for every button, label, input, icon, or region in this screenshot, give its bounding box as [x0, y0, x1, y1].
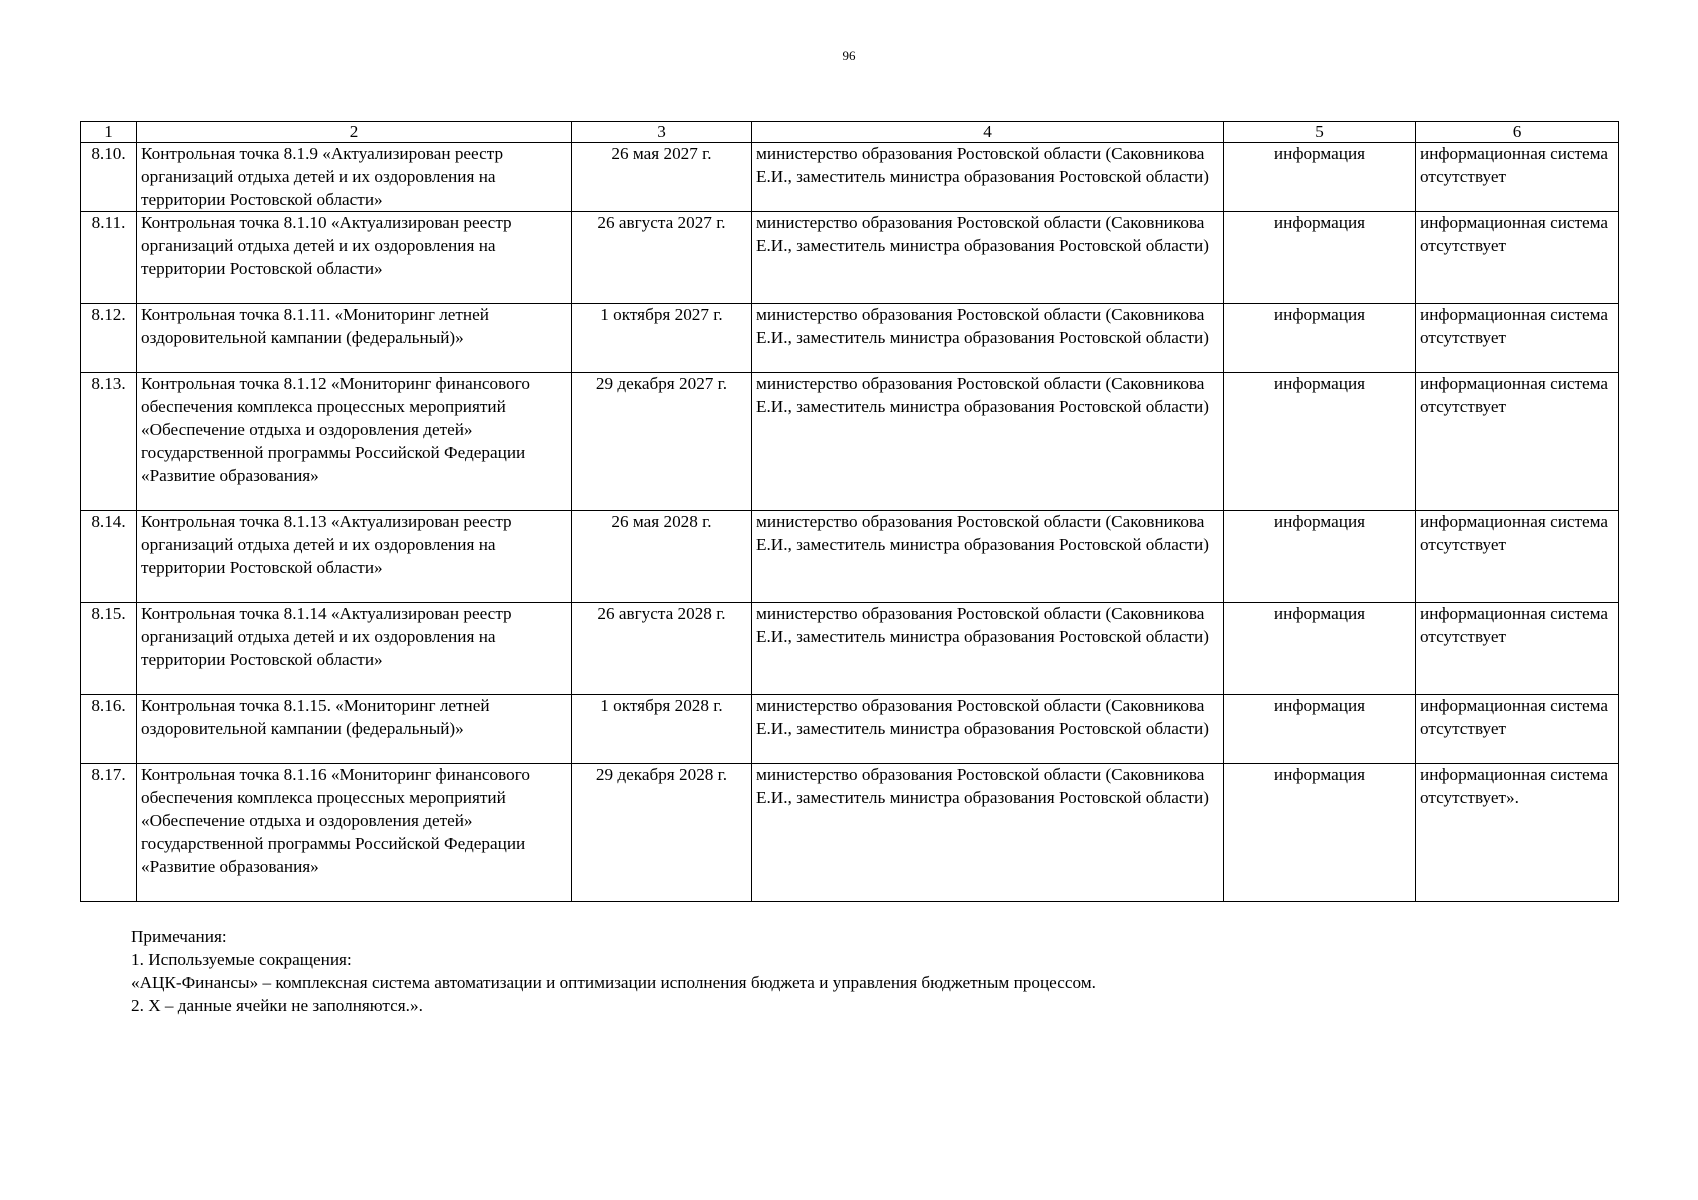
row-number: 8.14. — [81, 511, 137, 603]
row-number: 8.13. — [81, 373, 137, 511]
document-type: информация — [1224, 695, 1416, 764]
control-point-name: Контрольная точка 8.1.12 «Мониторинг финансового обеспечения комплекса процессных мероприятий «Обеспечение отдыха и оздоровления детей» государственной программы Российской Федерации «Развитие образования» — [137, 373, 572, 511]
deadline-date: 29 декабря 2028 г. — [572, 764, 752, 902]
deadline-date: 26 мая 2028 г. — [572, 511, 752, 603]
document-type: информация — [1224, 304, 1416, 373]
table-row — [81, 212, 1619, 304]
information-system: информационная система отсутствует — [1416, 143, 1619, 212]
column-header-1: 1 — [81, 122, 137, 143]
information-system: информационная система отсутствует — [1416, 695, 1619, 764]
note-line: «АЦК-Финансы» – комплексная система автоматизации и оптимизации исполнения бюджета и управления бюджетным процессом. — [131, 973, 1096, 992]
control-points-table — [80, 121, 1619, 902]
table-row — [81, 603, 1619, 695]
note-line: 1. Используемые сокращения: — [131, 950, 352, 969]
control-point-name: Контрольная точка 8.1.15. «Мониторинг летней оздоровительной кампании (федеральный)» — [137, 695, 572, 764]
deadline-date: 26 августа 2028 г. — [572, 603, 752, 695]
information-system: информационная система отсутствует — [1416, 603, 1619, 695]
table-header-row — [81, 122, 1619, 143]
document-type: информация — [1224, 603, 1416, 695]
note-line: 2. X – данные ячейки не заполняются.». — [131, 996, 423, 1015]
control-point-name: Контрольная точка 8.1.13 «Актуализирован реестр организаций отдыха детей и их оздоровления на территории Ростовской области» — [137, 511, 572, 603]
responsible-executor: министерство образования Ростовской области (Саковникова Е.И., заместитель министра образования Ростовской области) — [752, 695, 1224, 764]
row-number: 8.15. — [81, 603, 137, 695]
control-point-name: Контрольная точка 8.1.16 «Мониторинг финансового обеспечения комплекса процессных мероприятий «Обеспечение отдыха и оздоровления детей» государственной программы Российской Федерации «Развитие образования» — [137, 764, 572, 902]
table-row — [81, 373, 1619, 511]
table-row — [81, 511, 1619, 603]
responsible-executor: министерство образования Ростовской области (Саковникова Е.И., заместитель министра образования Ростовской области) — [752, 511, 1224, 603]
row-number: 8.17. — [81, 764, 137, 902]
notes-section — [131, 925, 1571, 1017]
row-number: 8.11. — [81, 212, 137, 304]
deadline-date: 29 декабря 2027 г. — [572, 373, 752, 511]
control-point-name: Контрольная точка 8.1.10 «Актуализирован реестр организаций отдыха детей и их оздоровления на территории Ростовской области» — [137, 212, 572, 304]
notes-title: Примечания: — [131, 927, 227, 946]
column-header-5: 5 — [1224, 122, 1416, 143]
document-type: информация — [1224, 373, 1416, 511]
information-system: информационная система отсутствует — [1416, 212, 1619, 304]
deadline-date: 26 мая 2027 г. — [572, 143, 752, 212]
responsible-executor: министерство образования Ростовской области (Саковникова Е.И., заместитель министра образования Ростовской области) — [752, 143, 1224, 212]
deadline-date: 1 октября 2027 г. — [572, 304, 752, 373]
table-row — [81, 304, 1619, 373]
deadline-date: 26 августа 2027 г. — [572, 212, 752, 304]
table-row — [81, 764, 1619, 902]
column-header-6: 6 — [1416, 122, 1619, 143]
column-header-4: 4 — [752, 122, 1224, 143]
table-row — [81, 143, 1619, 212]
responsible-executor: министерство образования Ростовской области (Саковникова Е.И., заместитель министра образования Ростовской области) — [752, 603, 1224, 695]
information-system: информационная система отсутствует». — [1416, 764, 1619, 902]
column-header-2: 2 — [137, 122, 572, 143]
column-header-3: 3 — [572, 122, 752, 143]
control-point-name: Контрольная точка 8.1.9 «Актуализирован реестр организаций отдыха детей и их оздоровления на территории Ростовской области» — [137, 143, 572, 212]
document-type: информация — [1224, 511, 1416, 603]
responsible-executor: министерство образования Ростовской области (Саковникова Е.И., заместитель министра образования Ростовской области) — [752, 764, 1224, 902]
page-number: 96 — [842, 48, 856, 63]
deadline-date: 1 октября 2028 г. — [572, 695, 752, 764]
table-row — [81, 695, 1619, 764]
responsible-executor: министерство образования Ростовской области (Саковникова Е.И., заместитель министра образования Ростовской области) — [752, 212, 1224, 304]
control-point-name: Контрольная точка 8.1.11. «Мониторинг летней оздоровительной кампании (федеральный)» — [137, 304, 572, 373]
information-system: информационная система отсутствует — [1416, 511, 1619, 603]
row-number: 8.12. — [81, 304, 137, 373]
document-type: информация — [1224, 212, 1416, 304]
row-number: 8.16. — [81, 695, 137, 764]
document-type: информация — [1224, 143, 1416, 212]
information-system: информационная система отсутствует — [1416, 373, 1619, 511]
row-number: 8.10. — [81, 143, 137, 212]
control-point-name: Контрольная точка 8.1.14 «Актуализирован реестр организаций отдыха детей и их оздоровления на территории Ростовской области» — [137, 603, 572, 695]
information-system: информационная система отсутствует — [1416, 304, 1619, 373]
document-type: информация — [1224, 764, 1416, 902]
responsible-executor: министерство образования Ростовской области (Саковникова Е.И., заместитель министра образования Ростовской области) — [752, 304, 1224, 373]
responsible-executor: министерство образования Ростовской области (Саковникова Е.И., заместитель министра образования Ростовской области) — [752, 373, 1224, 511]
